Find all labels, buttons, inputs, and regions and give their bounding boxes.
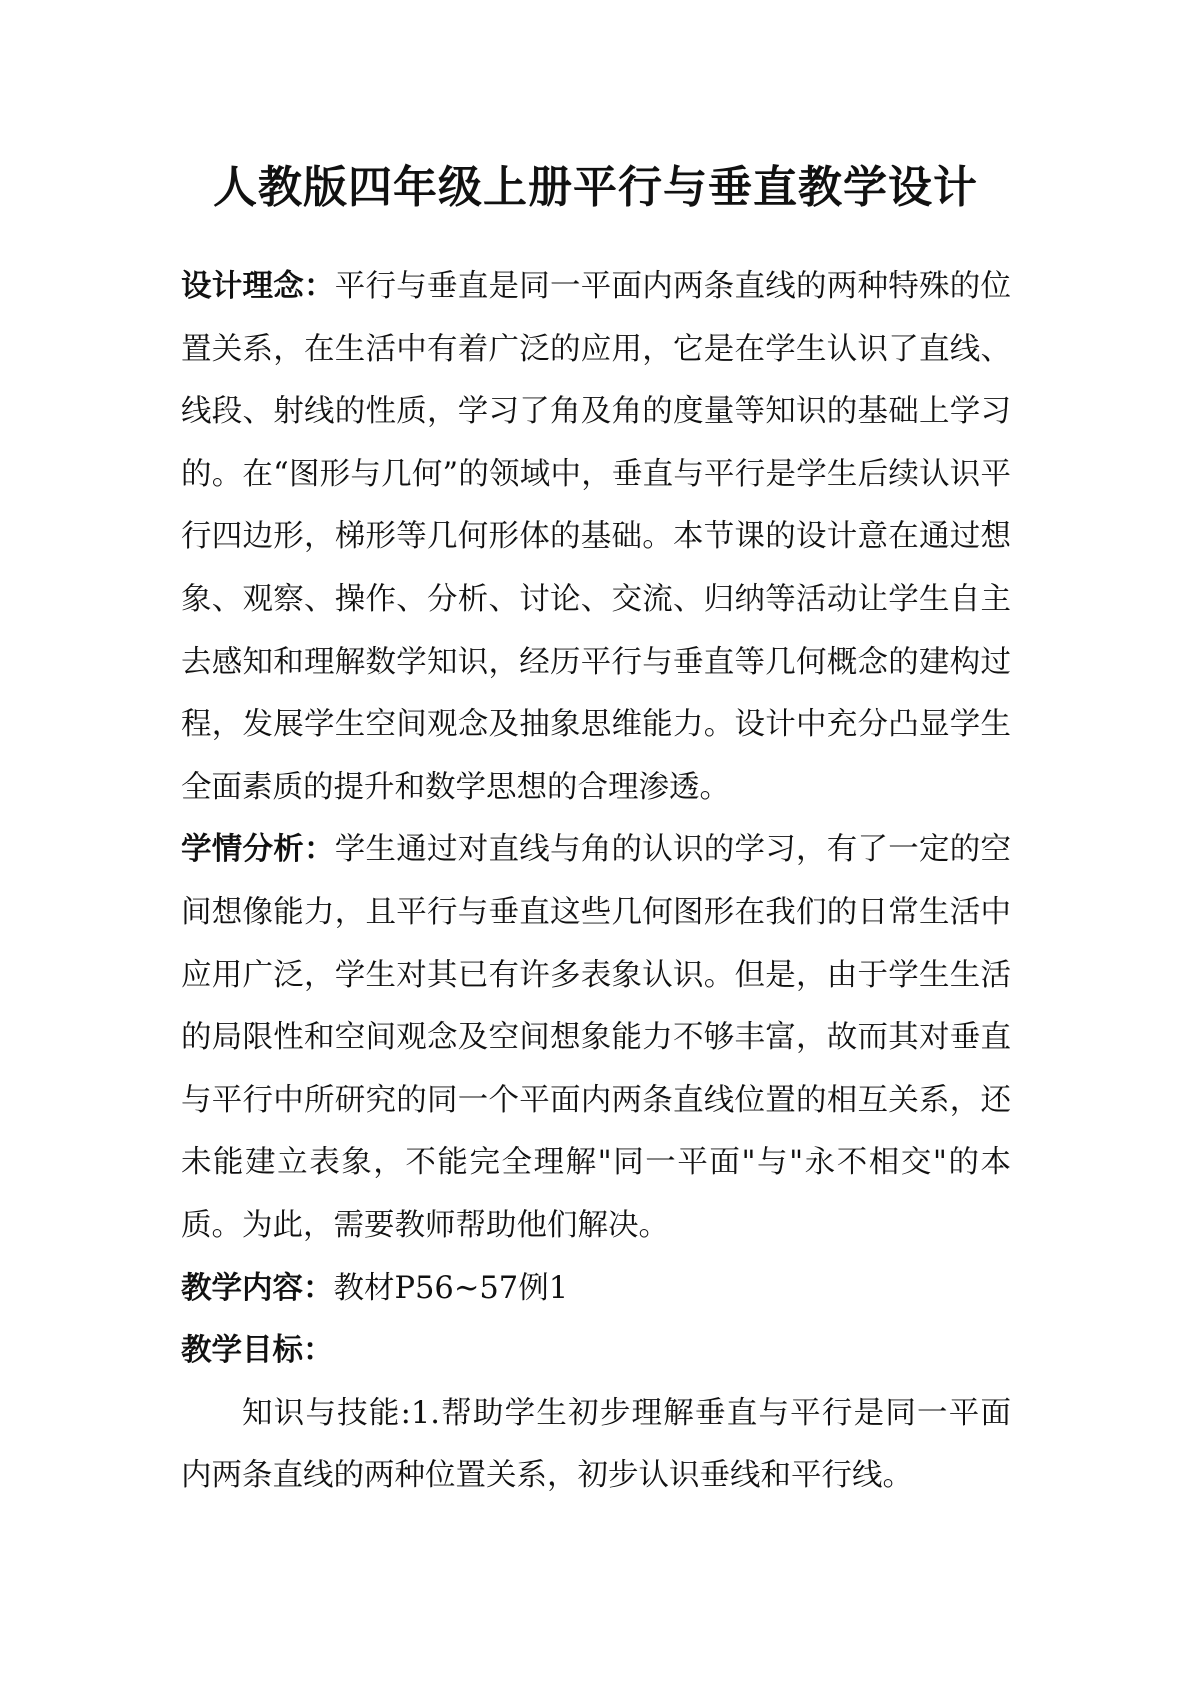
- student-analysis-paragraph: [181, 819, 1011, 1257]
- teaching-goals-label: 教学目标：: [181, 1333, 334, 1369]
- teaching-content-label: 教学内容：: [181, 1270, 334, 1306]
- design-concept-text: 平行与垂直是同一平面内两条直线的两种特殊的位置关系，在生活中有着广泛的应用，它是在学生认识了直线、线段、射线的性质，学习了角及角的度量等知识的基础上学习的。在“图形与几何”的领域中，垂直与平行是学生后续认识平行四边形，梯形等几何形体的基础。本节课的设计意在通过想象、观察、操作、分析、讨论、交流、归纳等活动让学生自主去感知和理解数学知识，经历平行与垂直等几何概念的建构过程，发展学生空间观念及抽象思维能力。设计中充分凸显学生全面素质的提升和数学思想的合理渗透。: [181, 269, 1011, 805]
- design-concept-label: 设计理念：: [181, 269, 335, 304]
- objective-knowledge-paragraph: 知识与技能:1.帮助学生初步理解垂直与平行是同一平面内两条直线的两种位置关系，初步认识垂线和平行线。: [181, 1395, 1011, 1494]
- document-body: [181, 256, 1011, 1508]
- student-analysis-text: 学生通过对直线与角的认识的学习，有了一定的空间想像能力，且平行与垂直这些几何图形在我们的日常生活中应用广泛，学生对其已有许多表象认识。但是，由于学生生活的局限性和空间观念及空间想象能力不够丰富，故而其对垂直与平行中所研究的同一个平面内两条直线位置的相互关系，还未能建立表象，不能完全理解"同一平面"与"永不相交"的本质。为此，需要教师帮助他们解决。: [181, 832, 1011, 1243]
- teaching-content-text: 教材P56~57例1: [333, 1270, 569, 1306]
- design-concept-paragraph: [181, 256, 1011, 819]
- teaching-goals-paragraph: [181, 1320, 1011, 1383]
- student-analysis-label: 学情分析：: [181, 832, 335, 868]
- teaching-content-paragraph: [181, 1258, 1011, 1321]
- document-title: 人教版四年级上册平行与垂直教学设计: [213, 162, 978, 213]
